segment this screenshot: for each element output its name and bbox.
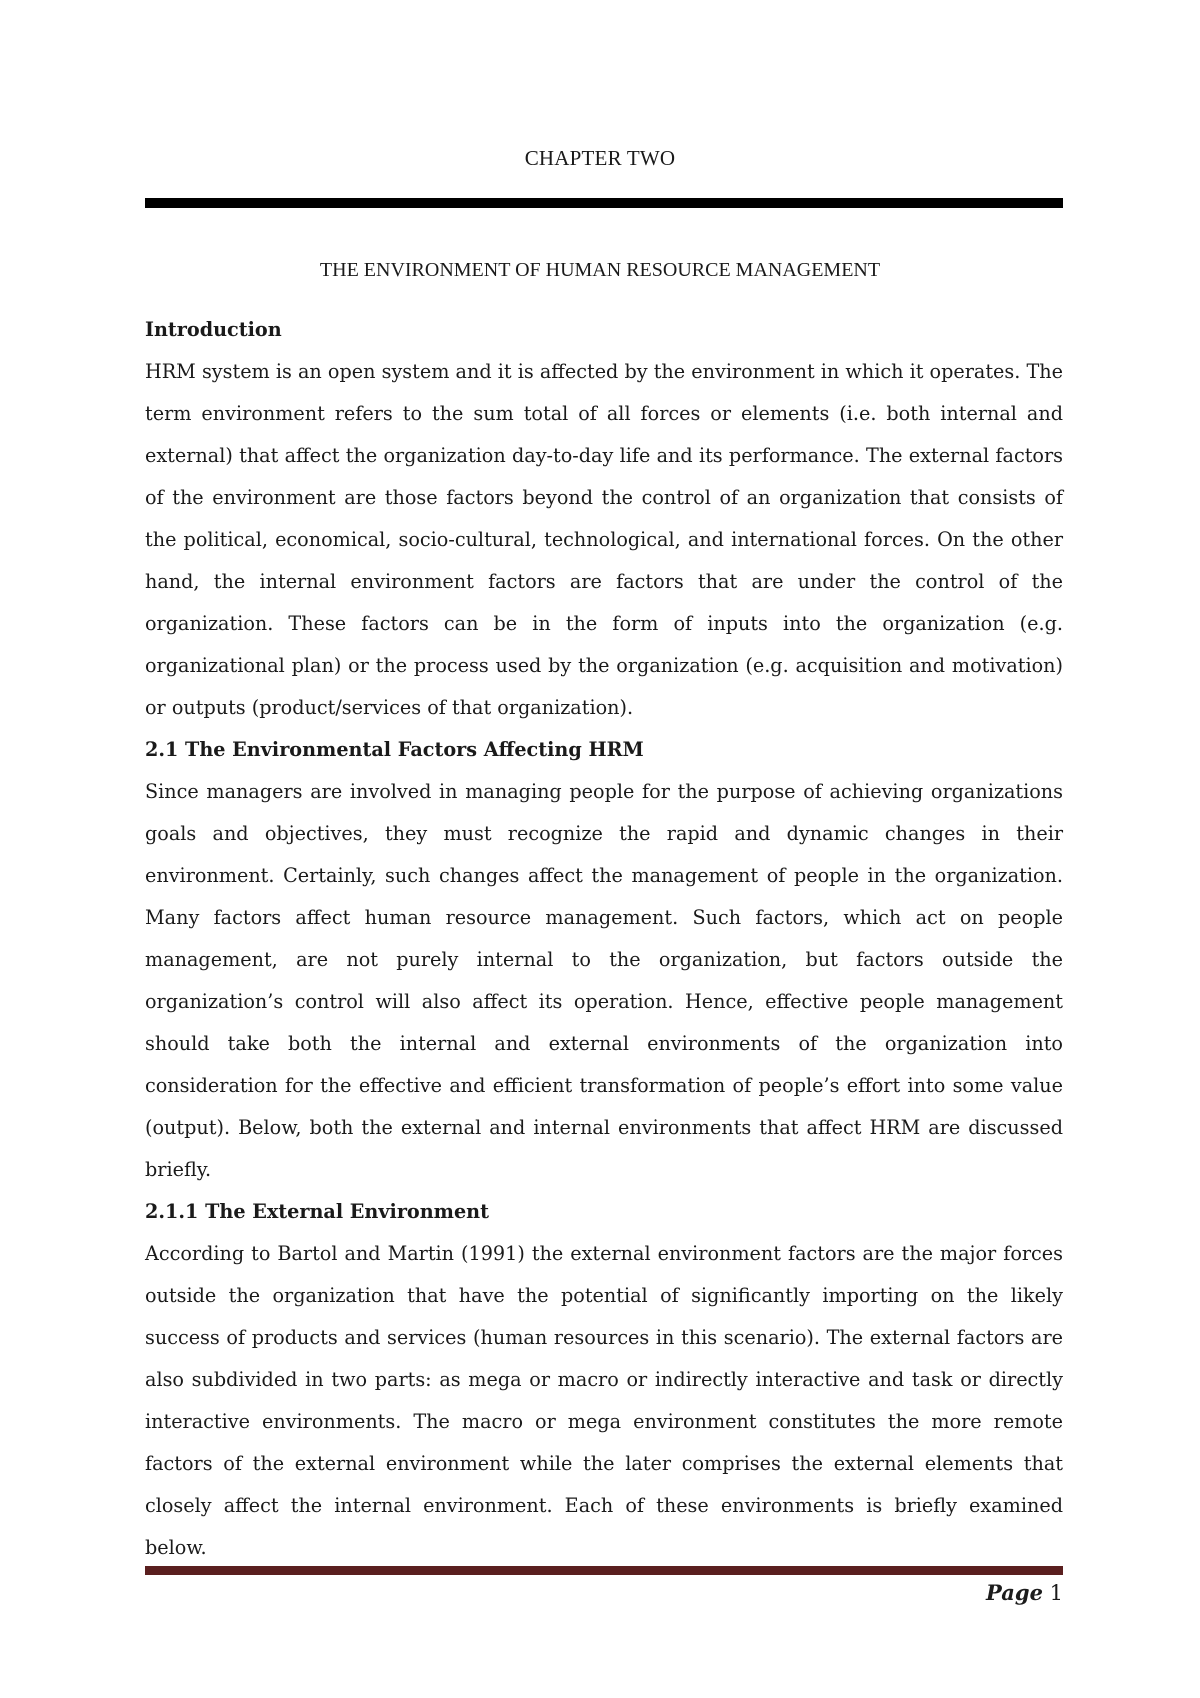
document-title: THE ENVIRONMENT OF HUMAN RESOURCE MANAGEMENT [319,259,881,281]
introduction-heading: Introduction [145,318,282,341]
introduction-paragraph: HRM system is an open system and it is affected by the environment in which it operates. The term environment refers to the sum total of all forces or elements (i.e. both internal and external) that affect the organization day-to-day life and its performance. The external factors of the environment are those factors beyond the control of an organization that consists of the political, economical, socio-cultural, technological, and international forces. On the other hand, the internal environment factors are factors that are under the control of the organization. These factors can be in the form of inputs into the organization (e.g. organizational plan) or the process used by the organization (e.g. acquisition and motivation) or outputs (product/services of that organization). [145,360,1063,719]
footer-divider [145,1566,1063,1575]
section-2-1-1-paragraph: According to Bartol and Martin (1991) the external environment factors are the major forces outside the organization that have the potential of significantly importing on the likely success of products and services (human resources in this scenario). The external factors are also subdivided in two parts: as mega or macro or indirectly interactive and task or directly interactive environments. The macro or mega environment constitutes the more remote factors of the external environment while the later comprises the external elements that closely affect the internal environment. Each of these environments is briefly examined below. [145,1242,1063,1559]
top-divider [145,198,1063,208]
page-label: Page [986,1580,1043,1605]
section-2-1-heading: 2.1 The Environmental Factors Affecting HRM [145,738,644,761]
section-2-1-1-heading: 2.1.1 The External Environment [145,1200,489,1223]
page-number-value: 1 [1049,1581,1063,1605]
page-number [986,1580,1063,1605]
section-2-1-paragraph: Since managers are involved in managing people for the purpose of achieving organizations goals and objectives, they must recognize the rapid and dynamic changes in their environment. Certainly, such changes affect the management of people in the organization. Many factors affect human resource management. Such factors, which act on people management, are not purely internal to the organization, but factors outside the organization’s control will also affect its operation. Hence, effective people management should take both the internal and external environments of the organization into consideration for the effective and efficient transformation of people’s effort into some value (output). Below, both the external and internal environments that affect HRM are discussed briefly. [145,780,1063,1181]
body-content [145,309,1063,1569]
chapter-heading: CHAPTER TWO [524,146,676,170]
